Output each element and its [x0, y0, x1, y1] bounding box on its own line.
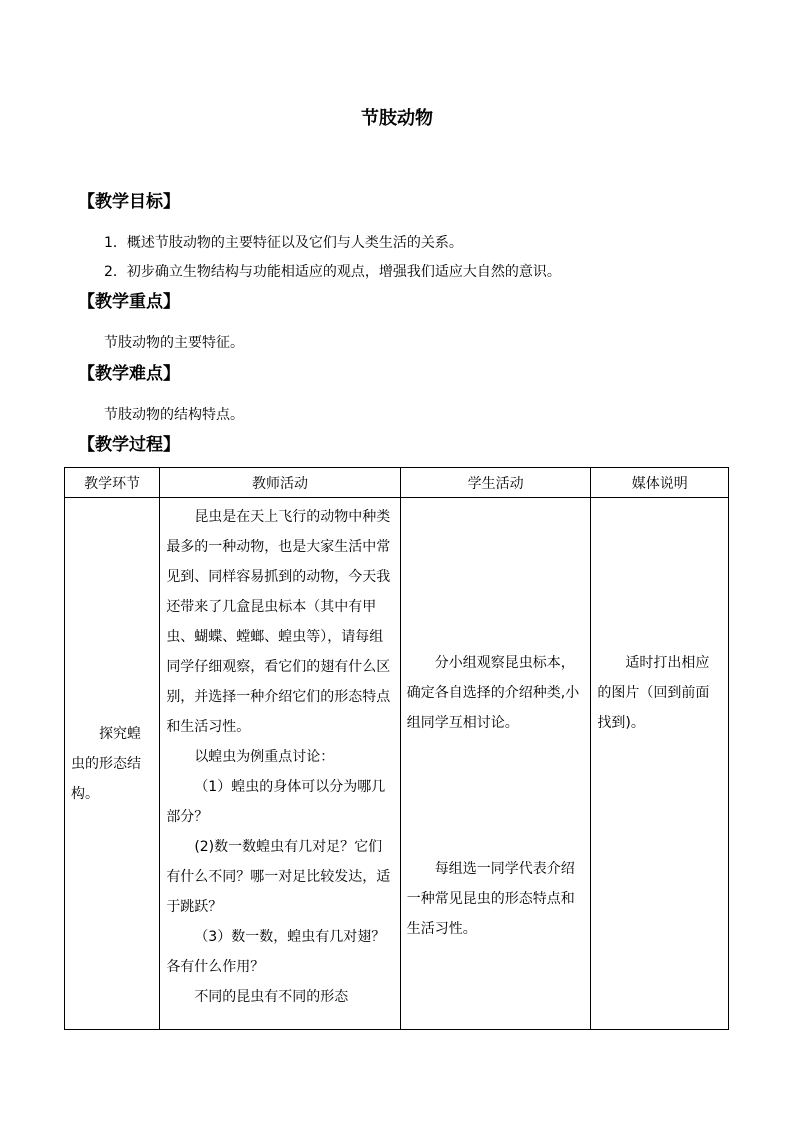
document-title: 节肢动物 — [361, 108, 433, 129]
teacher-paragraph: 以蝗虫为例重点讨论： — [194, 749, 335, 765]
difficulties-heading: 【教学难点】 — [78, 364, 180, 384]
table-row — [65, 498, 729, 1030]
teaching-process-table — [64, 467, 729, 1030]
column-header-media: 媒体说明 — [591, 468, 729, 498]
process-heading: 【教学过程】 — [78, 435, 180, 455]
key-points-text: 节肢动物的主要特征。 — [104, 335, 244, 351]
difficulties-text: 节肢动物的结构特点。 — [104, 407, 244, 423]
key-points-heading: 【教学重点】 — [78, 292, 180, 312]
objective-item-1: 1．概述节肢动物的主要特征以及它们与人类生活的关系。 — [104, 235, 463, 251]
objectives-heading: 【教学目标】 — [78, 192, 180, 212]
objective-item-2: 2．初步确立生物结构与功能相适应的观点，增强我们适应大自然的意识。 — [104, 264, 561, 280]
column-header-teacher: 教师活动 — [160, 468, 400, 498]
teacher-paragraph: 不同的昆虫有不同的形态 — [194, 989, 349, 1005]
column-header-stage: 教学环节 — [65, 468, 160, 498]
table-header-row — [65, 468, 729, 498]
teacher-paragraph: (2)数一数蝗虫有几对足？它们有什么不同？哪一对足比较发达，适于跳跃？ — [166, 839, 391, 915]
teacher-activity-cell — [160, 498, 400, 1030]
student-paragraph: 每组选一同学代表介绍一种常见昆虫的形态特点和生活习性。 — [406, 861, 575, 937]
teacher-paragraph: （1）蝗虫的身体可以分为哪几部分？ — [166, 779, 386, 825]
teacher-paragraph: 昆虫是在天上飞行的动物中种类最多的一种动物，也是大家生活中常见到、同样容易抓到的动物，今天我还带来了几盒昆虫标本（其中有甲虫、蝴蝶、螳螂、蝗虫等），请每组同学仔细观察，看它们的翅有什么区别，并选择一种介绍它们的形态特点和生活习性。 — [166, 509, 391, 735]
stage-text: 探究蝗虫的形态结构。 — [71, 725, 141, 802]
column-header-student: 学生活动 — [400, 468, 591, 498]
media-paragraph: 适时打出相应的图片（回到前面找到)。 — [597, 655, 710, 731]
student-activity-cell — [400, 498, 591, 1030]
teacher-paragraph: （3）数一数，蝗虫有几对翅？各有什么作用？ — [166, 929, 386, 975]
student-paragraph: 分小组观察昆虫标本，确定各自选择的介绍种类,小组同学互相讨论。 — [406, 655, 580, 731]
media-notes-cell — [591, 498, 729, 1030]
stage-cell — [65, 498, 160, 1030]
